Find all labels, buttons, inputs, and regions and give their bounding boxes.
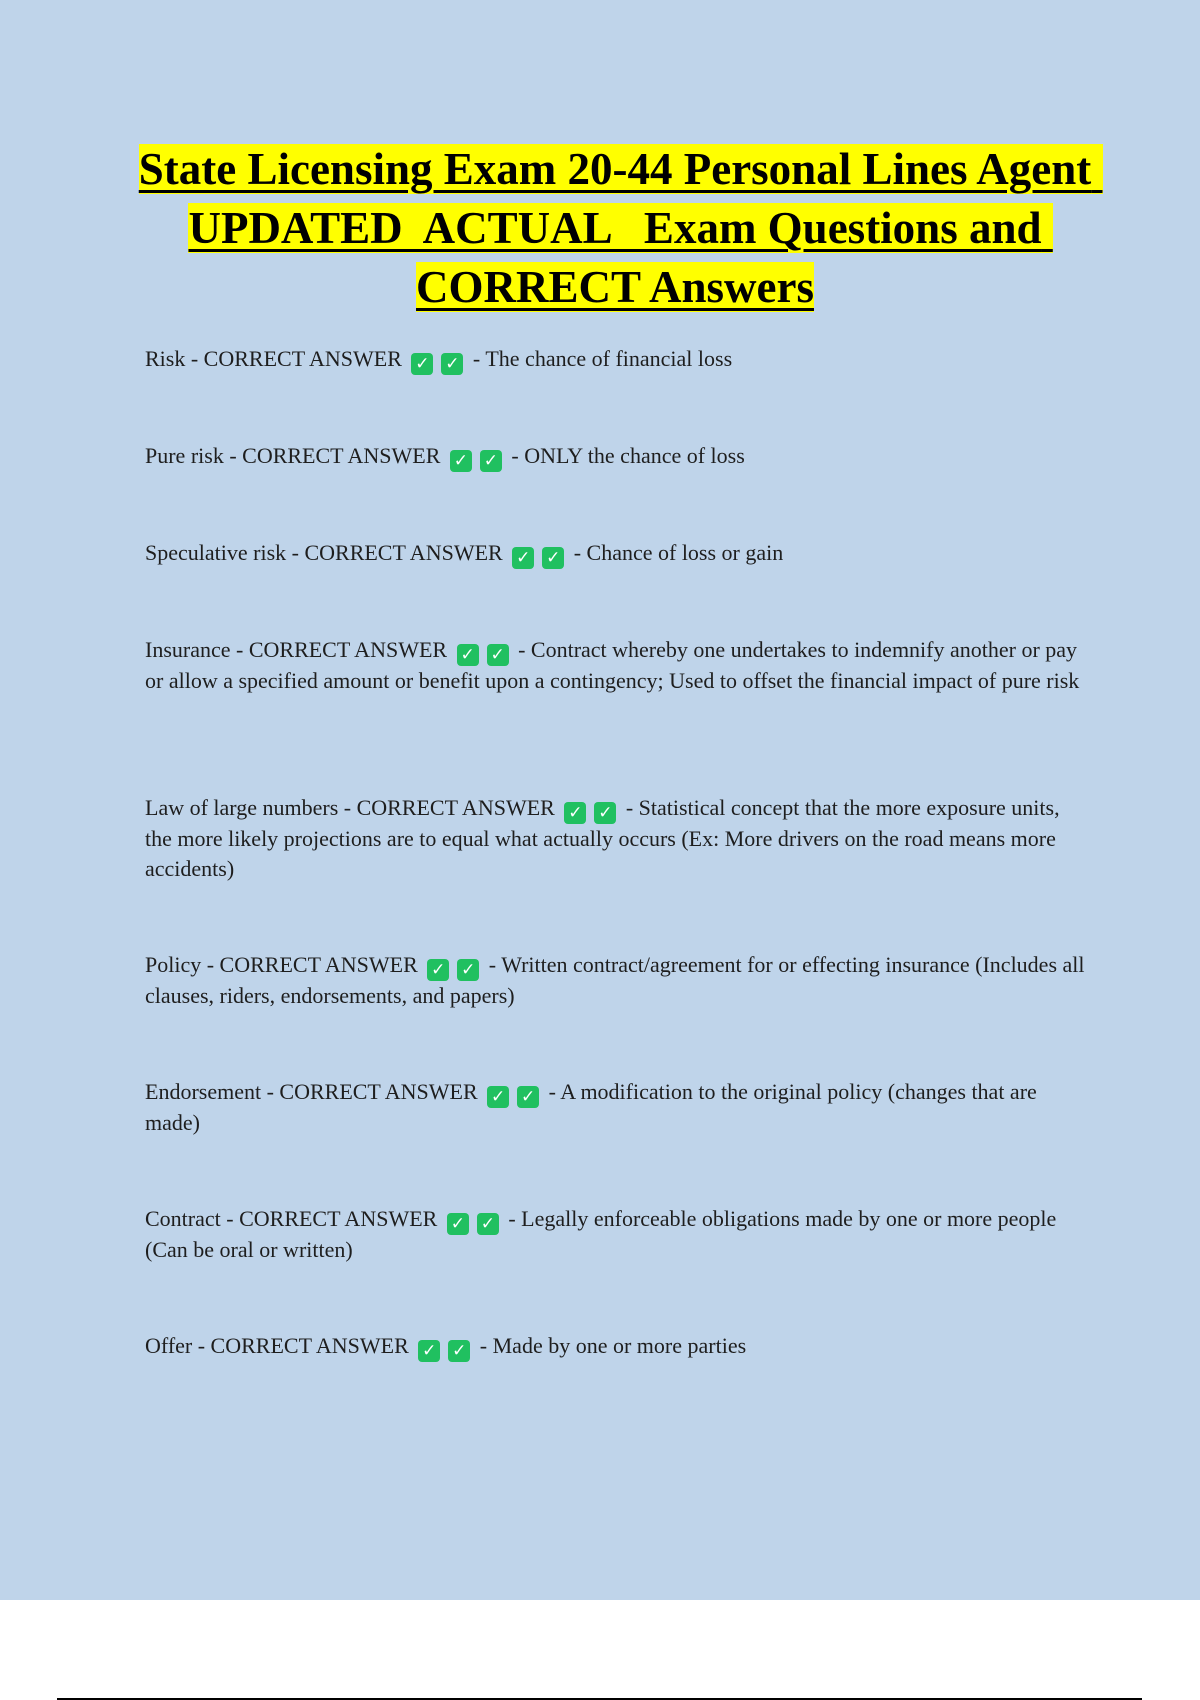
check-mark-icon: ✓ (441, 353, 463, 375)
qa-definition: - Made by one or more parties (479, 1333, 747, 1358)
check-mark-icon: ✓ (517, 1086, 539, 1108)
qa-term: Speculative risk - CORRECT ANSWER (145, 540, 503, 565)
check-mark-icon: ✓ (450, 450, 472, 472)
qa-entry (145, 441, 1090, 472)
qa-definition: - Contract whereby one undertakes to indemnify another or pay or allow a specified amount or benefit upon a contingency; Used to offset the financial impact of pure risk (145, 637, 1080, 693)
check-mark-icon: ✓ (448, 1340, 470, 1362)
qa-definition: - The chance of financial loss (472, 346, 733, 371)
check-mark-icon: ✓ (487, 1086, 509, 1108)
qa-definition: - Chance of loss or gain (573, 540, 784, 565)
qa-definition: - A modification to the original policy (changes that are made) (145, 1079, 1037, 1135)
check-mark-icon: ✓ (418, 1340, 440, 1362)
qa-term: Pure risk - CORRECT ANSWER (145, 443, 441, 468)
document-title-text: State Licensing Exam 20-44 Personal Lines Agent UPDATED ACTUAL Exam Questions and CORRECT Answers (138, 144, 1103, 312)
qa-definition: - Legally enforceable obligations made by one or more people (Can be oral or written) (145, 1206, 1057, 1262)
check-mark-icon: ✓ (457, 644, 479, 666)
check-mark-icon: ✓ (427, 959, 449, 981)
check-mark-icon: ✓ (564, 802, 586, 824)
qa-entry (145, 793, 1090, 884)
qa-entry (145, 635, 1090, 696)
qa-term: Endorsement - CORRECT ANSWER (145, 1079, 478, 1104)
check-mark-icon: ✓ (594, 802, 616, 824)
check-mark-icon: ✓ (480, 450, 502, 472)
check-mark-icon: ✓ (477, 1213, 499, 1235)
qa-term: Contract - CORRECT ANSWER (145, 1206, 438, 1231)
qa-term: Law of large numbers - CORRECT ANSWER (145, 795, 555, 820)
check-mark-icon: ✓ (457, 959, 479, 981)
page-footer (0, 1600, 1200, 1700)
qa-term: Offer - CORRECT ANSWER (145, 1333, 409, 1358)
document-title (110, 140, 1120, 317)
qa-term: Insurance - CORRECT ANSWER (145, 637, 448, 662)
qa-entry (145, 538, 1090, 569)
qa-definition: - ONLY the chance of loss (511, 443, 745, 468)
check-mark-icon: ✓ (512, 547, 534, 569)
qa-entry (145, 1331, 1090, 1362)
check-mark-icon: ✓ (487, 644, 509, 666)
check-mark-icon: ✓ (411, 353, 433, 375)
qa-definition: - Statistical concept that the more exposure units, the more likely projections are to equal what actually occurs (Ex: More drivers on the road means more accidents) (145, 795, 1060, 881)
check-mark-icon: ✓ (542, 547, 564, 569)
qa-definition: - Written contract/agreement for or effecting insurance (Includes all clauses, riders, endorsements, and papers) (145, 952, 1085, 1008)
qa-entry (145, 950, 1090, 1011)
qa-term: Policy - CORRECT ANSWER (145, 952, 418, 977)
qa-entry (145, 344, 1090, 375)
qa-entry (145, 1077, 1090, 1138)
check-mark-icon: ✓ (447, 1213, 469, 1235)
qa-entry (145, 1204, 1090, 1265)
qa-term: Risk - CORRECT ANSWER (145, 346, 402, 371)
